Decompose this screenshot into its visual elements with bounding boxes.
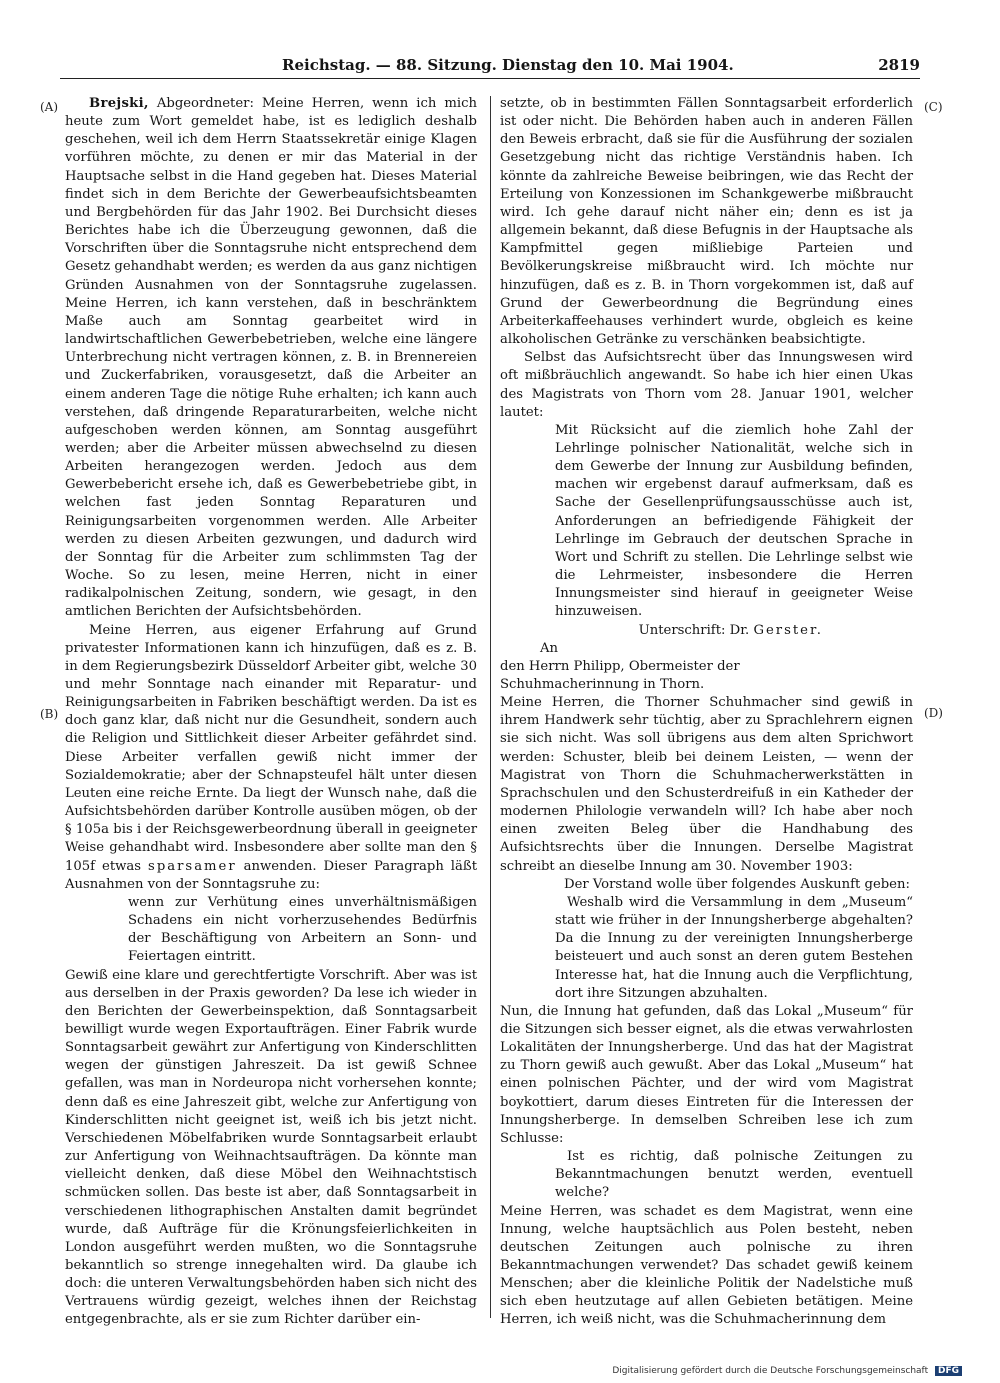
block-quote: Weshalb wird die Versammlung in dem „Museum“ statt wie früher in der Innungsherberge abgehalten? Da die Innung zu der vereinigten Innungsherberge beisteuert und auch sonst an deren gutem Bestehen Interesse hat, hat die Innung auch die Verpflichtung, dort ihre Sitzungen abzuhalten. — [555, 894, 913, 1001]
block-quote: Der Vorstand wolle über folgendes Auskunft geben: — [564, 876, 910, 892]
margin-mark-b: (B) — [40, 707, 59, 721]
address-line: Schuhmacherinnung in Thorn. — [500, 677, 705, 692]
block-quote: wenn zur Verhütung eines unverhältnismäßigen Schadens ein nicht vorherzusehendes Bedürfnis der Beschäftigung von Arbeitern an Sonn- und Feiertagen eintritt. — [128, 894, 477, 965]
margin-mark-a: (A) — [40, 100, 59, 114]
emphasized-word: sparsamer — [148, 858, 237, 874]
footer-text: Digitalisierung gefördert durch die Deutsche Forschungsgemeinschaft — [612, 1366, 929, 1376]
signature-label: Unterschrift: Dr. — [638, 622, 754, 638]
header-title: Reichstag. — 88. Sitzung. Dienstag den 10. Mai 1904. — [282, 56, 734, 74]
running-header — [60, 56, 920, 78]
signature-name: Gerster. — [753, 622, 823, 638]
paragraph: Meine Herren, was schadet es dem Magistrat, wenn eine Innung, welche hauptsächlich aus Polen besteht, neben deutschen Zeitungen auch polnische zu ihren Bekanntmachungen verwendet? Das schadet gewiß keinem Menschen; aber die kleinliche Politik der Nadelstiche muß sich eben heutzutage auf allen Gebieten betätigen. Meine Herren, ich weiß nicht, was die Schuhmacherinnung dem — [500, 1203, 913, 1328]
address-line: An — [540, 640, 559, 656]
paragraph: Selbst das Aufsichtsrecht über das Innungswesen wird oft mißbräuchlich angewandt. So habe ich hier einen Ukas des Magistrats von Thorn vom 28. Januar 1901, welcher lautet: — [500, 350, 913, 420]
margin-mark-c: (C) — [924, 100, 943, 114]
left-column — [65, 95, 477, 1330]
address-line: den Herrn Philipp, Obermeister der — [500, 658, 740, 674]
paragraph: Meine Herren, die Thorner Schuhmacher sind gewiß in ihrem Handwerk sehr tüchtig, aber zu Sprachlehrern eignen sie sich nicht. Was soll übrigens aus dem alten Sprichwort werden: Schuster, bleib bei deinem Leisten, — wenn der Magistrat von Thorn die Schuhmacherwerkstätten in Sprachschulen und den Schusterdreifuß in ein Katheder der modernen Philologie verwandeln will? Ich habe aber noch einen zweiten Beleg über die Handhabung des Aufsichtsrechts über die Innungen. Derselbe Magistrat schreibt an dieselbe Innung am 30. November 1903: — [500, 695, 913, 874]
block-quote: Mit Rücksicht auf die ziemlich hohe Zahl der Lehrlinge polnischer Nationalität, welche sich in dem Gewerbe der Innung zur Ausbildung befinden, machen wir ergebenst darauf aufmerksam, daß es Sache der Gesellenprüfungsausschüsse auch ist, Anforderungen an befriedigende Fähigkeit der Lehrlinge im Gebrauch der deutschen Sprache in Wort und Schrift zu stellen. Die Lehrlinge selbst wie die Lehrmeister, insbesondere die Herren Innungsmeister sind hierauf in geeigneter Weise hinzuweisen. — [555, 422, 913, 620]
footer-credit — [612, 1366, 962, 1376]
paragraph: Gewiß eine klare und gerechtfertigte Vorschrift. Aber was ist aus derselben in der Praxis geworden? Da lese ich wieder in den Berichten der Gewerbeinspektion, daß Sonntagsarbeit bewilligt wurde wegen Exportaufträgen. Einer Fabrik wurde Sonntagsarbeit gewährt zur Anfertigung von Kinderschlitten wegen der günstigen Jahreszeit. Da ist gewiß Schnee gefallen, was man in Nordeuropa nicht vorhersehen konnte; denn daß es eine Jahreszeit gibt, welche zur Anfertigung von Kinderschlitten nicht geeignet ist, weiß ich bis jetzt nicht. Verschiedenen Möbelfabriken wurde Sonntagsarbeit erlaubt zur Anfertigung von Weihnachtsaufträgen. Da könnte man vielleicht denken, daß diese Möbel den Weihnachtstisch schmücken sollen. Das beste ist aber, daß Sonntagsarbeit in verschiedenen lithographischen Anstalten damit begründet wurde, daß Aufträge für die Krönungsfeierlichkeiten in London ausgeführt werden mußten, wo die Sonntagsruhe bekanntlich so strenge innegehalten wird. Da glaube ich doch: die unteren Verwaltungsbehörden haben sich nicht des Vertrauens würdig gezeigt, welches ihnen der Reichstag entgegenbrachte, als er sie zum Richter darüber ein- — [65, 967, 477, 1328]
page-number: 2819 — [878, 56, 920, 74]
right-column — [500, 95, 913, 1330]
signature — [500, 622, 913, 640]
header-rule — [60, 78, 920, 79]
margin-mark-d: (D) — [924, 706, 943, 720]
paragraph — [65, 95, 477, 622]
speaker-name: Brejski, — [89, 96, 149, 111]
paragraph: setzte, ob in bestimmten Fällen Sonntagsarbeit erforderlich ist oder nicht. Die Behörden haben auch in anderen Fällen den Beweis erbracht, daß sie für die Ausführung der sozialen Gesetzgebung nicht das richtige Verständnis haben. Ich könnte da zahlreiche Beweise beibringen, wie das Recht der Erteilung von Konzessionen im Schankgewerbe mißbraucht wird. Ich gehe darauf nicht näher ein; denn es ist ja allgemein bekannt, daß diese Befugnis in der Hauptsache als Kampfmittel gegen mißliebige Parteien und Bevölkerungskreise mißbraucht wird. Ich möchte nur hinzufügen, daß es z. B. in Thorn vorgekommen ist, daß auf Grund der Gewerbeordnung die Begründung eines Arbeiterkaffeehauses verhindert wurde, obgleich es keine alkoholischen Getränke zu verschänken beabsichtigte. — [500, 96, 913, 348]
dfg-logo: DFG — [935, 1366, 962, 1376]
block-quote: Ist es richtig, daß polnische Zeitungen zu Bekanntmachungen benutzt werden, eventuell welche? — [555, 1149, 913, 1201]
column-divider — [490, 96, 491, 1318]
paragraph-text: Meine Herren, aus eigener Erfahrung auf Grund privatester Informationen kann ich hinzufügen, daß es z. B. in dem Regierungsbezirk Düsseldorf Arbeiter gibt, welche 30 und mehr Sonntage nach einander mit Reparatur- und Reinigungsarbeiten in Fabriken beschäftigt werden. Da ist es doch ganz klar, daß nicht nur die Gesundheit, sondern auch die Religion und Sittlichkeit dieser Arbeiter gefährdet sind. Diese Arbeiter verfallen gewiß nicht immer der Sozialdemokratie; aber der Schnapsteufel hält unter diesen Leuten eine reiche Ernte. Da liegt der Wunsch nahe, daß die Aufsichtsbehörden darüber Kontrolle ausüben mögen, ob der § 105a bis i der Reichsgewerbeordnung überall in geeigneter Weise gehandhabt wird. Insbesondere aber sollte man den § 105f etwas — [65, 622, 477, 874]
paragraph: Nun, die Innung hat gefunden, daß das Lokal „Museum“ für die Sitzungen sich besser eignet, als die etwas verwahrlosten Lokalitäten der Innungsherberge. Und das hat der Magistrat zu Thorn gewiß auch gewußt. Aber das Lokal „Museum“ hat einen polnischen Pächter, und der wird vom Magistrat boykottiert, darum dieses Eintreten für die Interessen der Innungsherberge. In demselben Schreiben lese ich zum Schlusse: — [500, 1003, 913, 1146]
paragraph-text: Abgeordneter: Meine Herren, wenn ich mich heute zum Wort gemeldet habe, ist es lediglich deshalb geschehen, weil ich dem Herrn Staatssekretär einige Klagen vorführen möchte, zu denen er mir das Material in der Hauptsache selbst in die Hand gegeben hat. Dieses Material findet sich in dem Berichte der Gewerbeaufsichtsbeamten und Bergbehörden für das Jahr 1902. Bei Durchsicht dieses Berichtes habe ich die Überzeugung gewonnen, daß die Vorschriften über die Sonntagsruhe nicht entsprechend dem Gesetz gehandhabt werden; es werden da aus ganz nichtigen Gründen Ausnahmen von der Sonntagsruhe zugelassen. Meine Herren, ich kann verstehen, daß in beschränktem Maße auch am Sonntag gearbeitet wird in landwirtschaftlichen Gewerbebetrieben, welche eine längere Unterbrechung nicht vertragen können, z. B. in Brennereien und Zuckerfabriken, vorausgesetzt, daß die Arbeiter an einem anderen Tage die nötige Ruhe erhalten; ich kann auch verstehen, daß dringende Reparaturarbeiten, welche nicht aufgeschoben werden können, am Sonntag ausgeführt werden; aber die Arbeiter müssen abwechselnd zu diesen Arbeiten herangezogen werden. Jedoch aus dem Gewerbebericht ersehe ich, daß es Gewerbebetriebe gibt, in welchen fast jeden Sonntag Reparaturen und Reinigungsarbeiten vorgenommen werden. Alle Arbeiter werden zu diesen Arbeiten gezwungen, und dadurch wird der Sonntag für die Arbeiter zum schlimmsten Tag der Woche. So zu lesen, meine Herren, nicht in einer radikalpolnischen Zeitung, sondern, wie gesagt, in den amtlichen Berichten der Aufsichtsbehörden. — [65, 96, 477, 620]
paragraph — [65, 622, 477, 894]
paragraph-text: anwenden. Dieser Paragraph läßt Ausnahmen von der Sonntagsruhe zu: — [65, 858, 477, 892]
